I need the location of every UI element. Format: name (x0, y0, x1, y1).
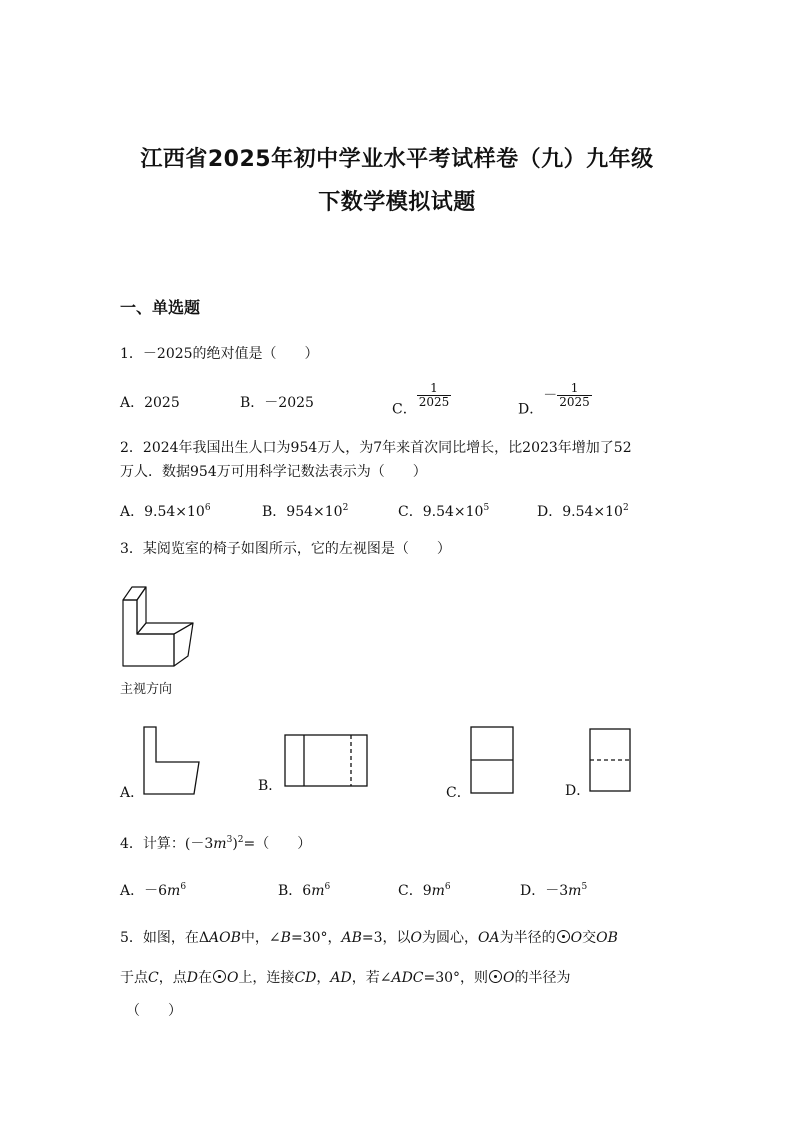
q5-text-1: 5．如图，在Δ (120, 930, 210, 946)
q3-option-a-figure (142, 725, 202, 797)
q3-option-b-figure (284, 734, 370, 788)
q1-option-c-label: C． (392, 401, 417, 418)
q1-d-denominator: 2025 (559, 395, 590, 409)
question-1-stem: 1．－2025的绝对值是（ ） (120, 346, 319, 362)
q4-d-coef: －3 (545, 883, 569, 899)
q4-option-d (520, 880, 587, 900)
page-title-line2: 下数学模拟试题 (318, 190, 476, 215)
q3-option-c-label: C． (446, 785, 471, 801)
q2-b-label: B． (262, 504, 287, 520)
q5-circle-o: O (570, 930, 583, 946)
chair-3d-figure (118, 584, 198, 670)
q2-option-d (537, 501, 629, 521)
question-2-line1: 2．2024年我国出生人口为954万人，为7年来首次同比增长，比2023年增加了52 (120, 440, 632, 456)
q5-angle-b: B (280, 930, 291, 946)
q3-option-d-label: D． (565, 783, 591, 799)
question-5-line3: （ ） (126, 1003, 182, 1019)
q4-b-coef: 6 (302, 883, 312, 899)
q4-option-c (398, 880, 451, 900)
q5-segment-oa: OA (478, 930, 500, 946)
q4-a-label: A． (120, 883, 145, 899)
q1-d-sign: － (543, 387, 558, 404)
q4-expr-close: ) (232, 836, 238, 852)
q4-d-exponent: 5 (581, 882, 588, 892)
question-2-line2: 万人．数据954万可用科学记数法表示为（ ） (120, 464, 427, 480)
q4-inner-exponent: 3 (226, 835, 233, 845)
chair-back-top-face (123, 587, 146, 600)
q3-option-b-label: B． (258, 778, 283, 794)
q4-variable: m (213, 836, 227, 852)
q1-c-numerator: 1 (417, 382, 452, 396)
page-title-line1: 江西省2025年初中学业水平考试样卷（九）九年级 (140, 147, 654, 172)
section-heading: 一、单选题 (120, 298, 201, 317)
q5-point-c: C (148, 970, 159, 986)
q5-text-15: 的半径为 (514, 970, 571, 986)
q2-d-base: 9.54×10 (562, 504, 623, 520)
q2-c-exponent: 5 (483, 503, 490, 513)
q5-text-13: ，若∠ (351, 970, 392, 986)
q4-b-label: B． (278, 883, 303, 899)
q4-d-label: D． (520, 883, 546, 899)
chair-front-face (123, 600, 174, 666)
circle-symbol-icon (489, 970, 502, 983)
q5-text-2: 中，∠ (240, 930, 281, 946)
q4-label: 4．计算： (120, 836, 185, 852)
q2-c-label: C． (398, 504, 423, 520)
q2-c-base: 9.54×10 (422, 504, 484, 520)
q4-a-exponent: 6 (180, 882, 187, 892)
q2-a-exponent: 6 (204, 503, 211, 513)
q5-text-9: ，点 (158, 970, 187, 986)
chair-back-side-face (137, 587, 146, 634)
q2-a-label: A． (120, 504, 145, 520)
q2-a-base: 9.54×10 (144, 504, 205, 520)
q5-text-6: 为半径的 (499, 930, 556, 946)
q5-circle-o-2: O (226, 970, 239, 986)
circle-symbol-icon (213, 970, 226, 983)
q4-a-var: m (167, 883, 181, 899)
q4-c-label: C． (398, 883, 423, 899)
q5-circle-o-3: O (503, 970, 515, 986)
q4-c-exponent: 6 (444, 882, 451, 892)
q1-option-d-fraction (557, 382, 592, 409)
q5-text-3: =30°， (290, 930, 342, 946)
q4-b-var: m (311, 883, 325, 899)
q5-angle-adc: ADC (391, 970, 424, 986)
q1-option-d-label: D． (518, 401, 544, 418)
q5-segment-ob: OB (596, 930, 618, 946)
q5-point-o: O (410, 930, 423, 946)
circle-symbol-icon (557, 930, 570, 943)
q4-expr-open: (－3 (184, 836, 214, 852)
q1-option-c-fraction (417, 382, 452, 409)
q3-option-c-figure (470, 726, 516, 796)
q2-d-exponent: 2 (622, 503, 629, 513)
q4-option-b (278, 880, 330, 900)
q5-segment-ad: AD (330, 970, 352, 986)
q1-option-b: B．－2025 (240, 395, 314, 411)
q4-d-var: m (568, 883, 582, 899)
q5-text-5: 为圆心， (422, 930, 479, 946)
question-4-stem (120, 833, 311, 853)
q5-point-d: D (186, 970, 198, 986)
q5-text-7: 交 (582, 930, 597, 946)
q1-option-c (392, 382, 451, 419)
question-5-line2 (120, 967, 571, 987)
q4-outer-exponent: 2 (237, 835, 244, 845)
q4-tail: =（ ） (243, 836, 312, 852)
question-5-line1 (120, 927, 618, 947)
q4-b-exponent: 6 (324, 882, 331, 892)
q4-a-coef: －6 (144, 883, 168, 899)
q5-triangle-aob: AOB (209, 930, 241, 946)
q2-option-b (262, 501, 348, 521)
q2-option-c (398, 501, 489, 521)
q5-text-8: 于点 (120, 970, 148, 986)
q4-c-var: m (431, 883, 445, 899)
q5-segment-cd: CD (294, 970, 317, 986)
q5-text-10: 在 (197, 970, 212, 986)
q5-text-11: 上，连接 (238, 970, 295, 986)
chair-seat-side-face (174, 623, 193, 666)
q3-option-a-label: A． (120, 785, 145, 801)
q4-c-coef: 9 (422, 883, 432, 899)
q5-segment-ab: AB (341, 930, 362, 946)
q5-text-14: =30°，则 (423, 970, 489, 986)
q1-option-d (518, 382, 592, 419)
figure-caption: 主视方向 (120, 682, 173, 697)
q1-c-denominator: 2025 (418, 395, 450, 409)
q2-option-a (120, 501, 211, 521)
q2-b-base: 954×10 (286, 504, 343, 520)
q4-option-a (120, 880, 186, 900)
question-3-stem: 3．某阅览室的椅子如图所示，它的左视图是（ ） (120, 541, 451, 557)
q5-text-4: =3，以 (361, 930, 411, 946)
q2-b-exponent: 2 (342, 503, 349, 513)
q2-d-label: D． (537, 504, 563, 520)
q3-option-d-figure (589, 728, 633, 794)
q5-text-12: ， (316, 970, 331, 986)
q1-d-numerator: 1 (557, 382, 592, 396)
q1-option-a: A．2025 (120, 395, 180, 411)
